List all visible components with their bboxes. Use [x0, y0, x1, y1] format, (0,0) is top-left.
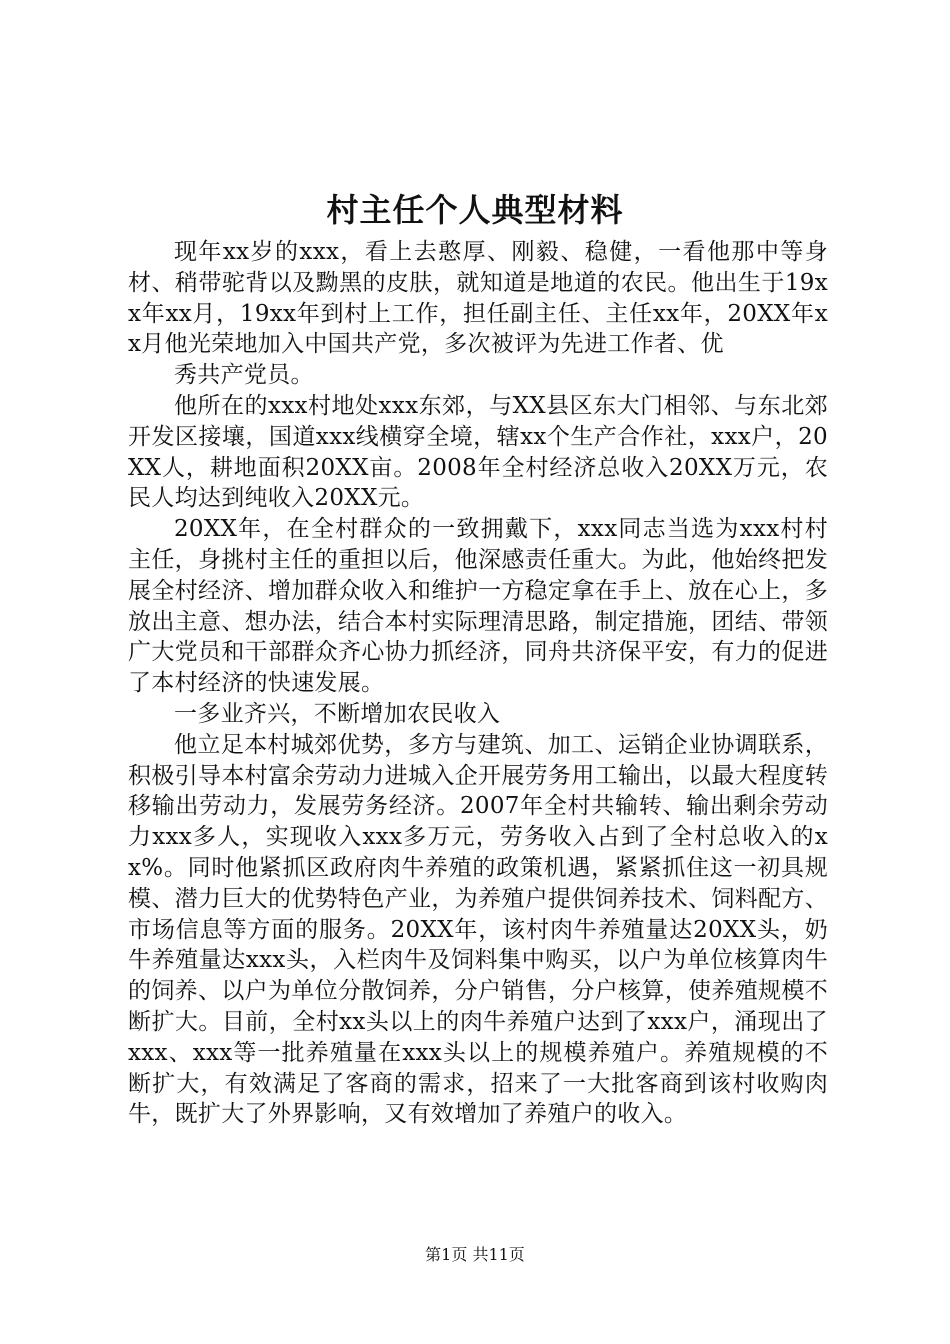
paragraph-village-overview: 他所在的xxx村地处xxx东郊，与XX县区东大门相邻、与东北郊开发区接壤，国道xxx线横穿全境，辖xx个生产合作社，xxx户，20XX人，耕地面积20XX亩。2008年全村经济总收入20XX万元，农民人均达到纯收入20XX元。 [128, 392, 828, 512]
document-body [128, 237, 828, 1130]
page-footer: 第1页 共11页 [425, 1245, 525, 1264]
paragraph-industry: 他立足本村城郊优势，多方与建筑、加工、运销企业协调联系，积极引导本村富余劳动力进城入企开展劳务用工输出，以最大程度转移输出劳动力，发展劳务经济。2007年全村共输转、输出剩余劳动力xxx多人，实现收入xxx多万元，劳务收入占到了全村总收入的xx%。同时他紧抓区政府肉牛养殖的政策机遇，紧紧抓住这一初具规模、潜力巨大的优势特色产业，为养殖户提供饲养技术、饲料配方、市场信息等方面的服务。20XX年，该村肉牛养殖量达20XX头，奶牛养殖量达xxx头，入栏肉牛及饲料集中购买，以户为单位核算肉牛的饲养、以户为单位分散饲养，分户销售，分户核算，使养殖规模不断扩大。目前，全村xx头以上的肉牛养殖户达到了xxx户，涌现出了xxx、xxx等一批养殖量在xxx头以上的规模养殖户。养殖规模的不断扩大，有效满足了客商的需求，招来了一大批客商到该村收购肉牛，既扩大了外界影响，又有效增加了养殖户的收入。 [128, 731, 828, 1128]
section-heading: 一多业齐兴，不断增加农民收入 [174, 700, 501, 727]
document-title: 村主任个人典型材料 [326, 191, 624, 229]
paragraph-intro-continued: 秀共产党员。 [174, 362, 314, 389]
paragraph-election: 20XX年，在全村群众的一致拥戴下，xxx同志当选为xxx村村主任，身挑村主任的重担以后，他深感责任重大。为此，他始终把发展全村经济、增加群众收入和维护一方稳定拿在手上、放在心上，多放出主意、想办法，结合本村实际理清思路，制定措施，团结、带领广大党员和干部群众齐心协力抓经济，同舟共济保平安，有力的促进了本村经济的快速发展。 [128, 516, 828, 697]
paragraph-intro: 现年xx岁的xxx，看上去憨厚、刚毅、稳健，一看他那中等身材、稍带驼背以及黝黑的皮肤，就知道是地道的农民。他出生于19xx年xx月，19xx年到村上工作，担任副主任、主任xx年，20XX年xx月他光荣地加入中国共产党，多次被评为先进工作者、优 [128, 239, 828, 358]
